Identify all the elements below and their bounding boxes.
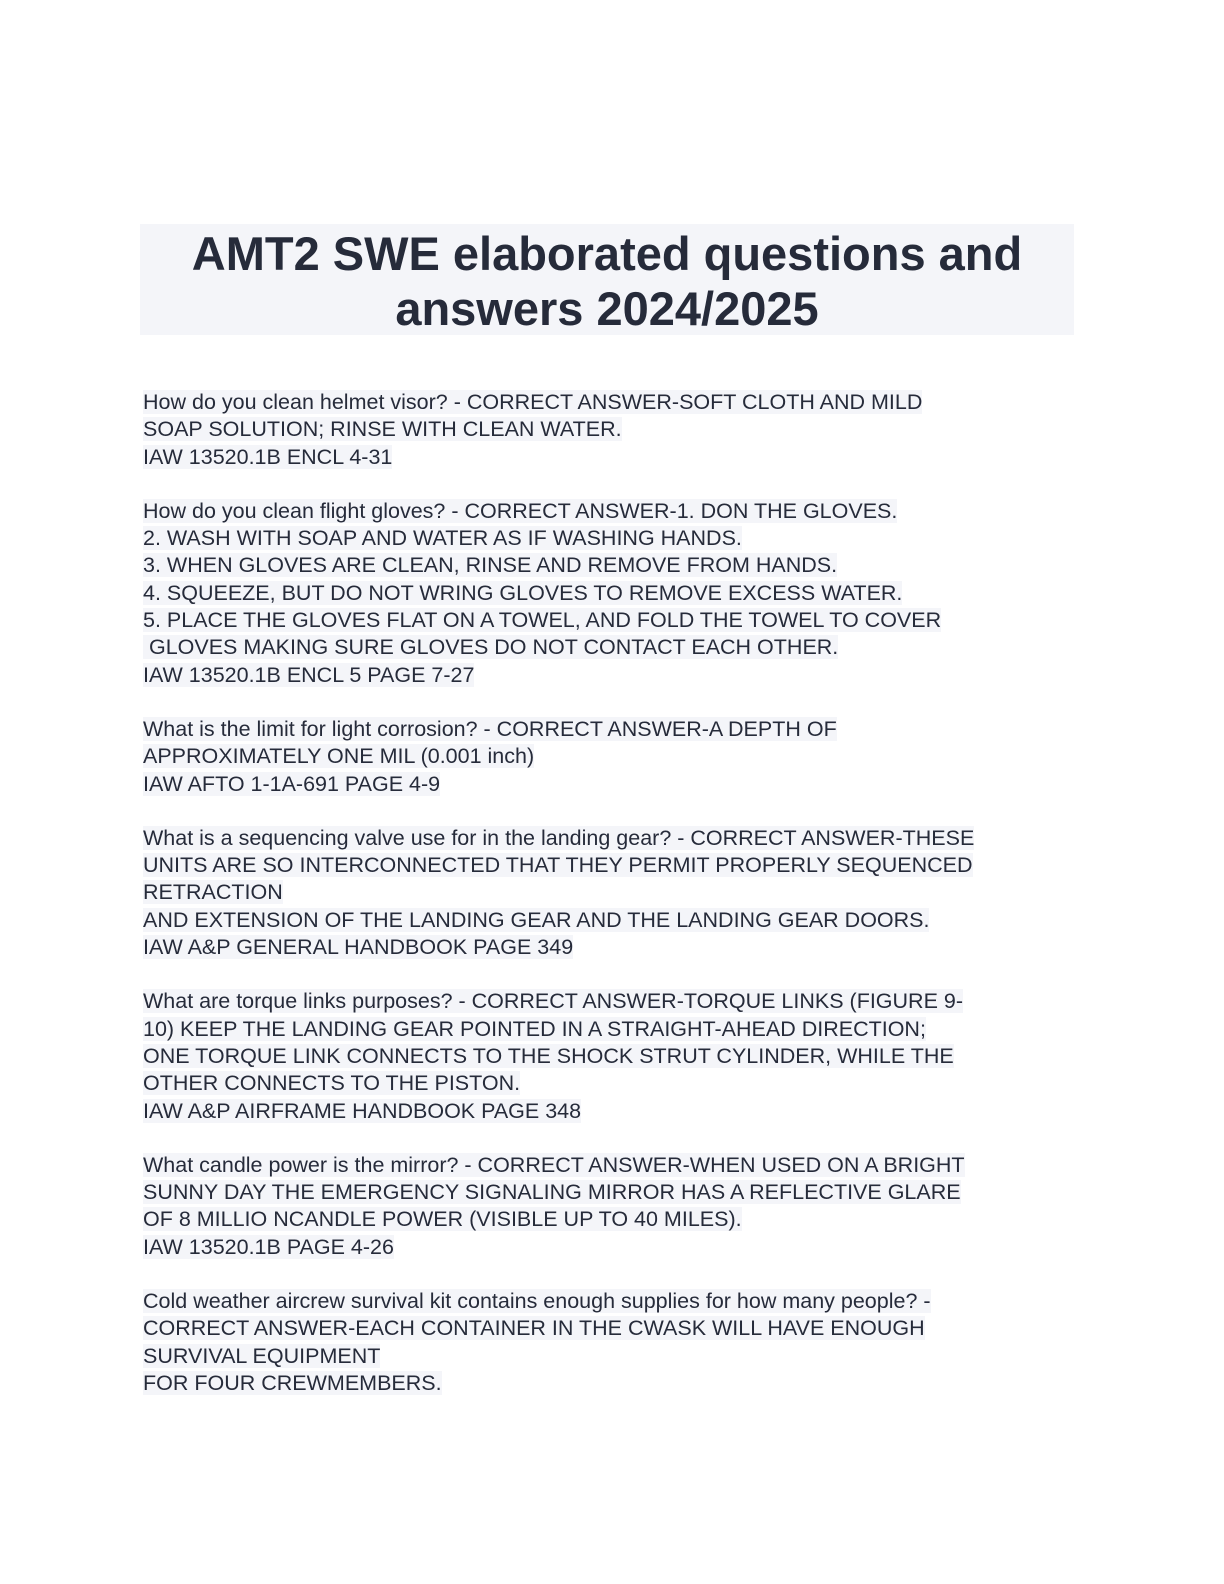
qa-item-helmet-visor bbox=[143, 389, 1083, 471]
qa-line: 3. WHEN GLOVES ARE CLEAN, RINSE AND REMOVE FROM HANDS. bbox=[143, 553, 838, 578]
qa-line: What is a sequencing valve use for in the landing gear? - CORRECT ANSWER-THESE bbox=[143, 825, 975, 850]
qa-line: What is the limit for light corrosion? - CORRECT ANSWER-A DEPTH OF bbox=[143, 716, 837, 741]
qa-line: OF 8 MILLIO NCANDLE POWER (VISIBLE UP TO 40 MILES). bbox=[143, 1207, 742, 1232]
document-title bbox=[140, 224, 1074, 335]
qa-line: 10) KEEP THE LANDING GEAR POINTED IN A STRAIGHT-AHEAD DIRECTION; bbox=[143, 1016, 926, 1041]
qa-line: 2. WASH WITH SOAP AND WATER AS IF WASHING HANDS. bbox=[143, 526, 742, 551]
qa-line: SURVIVAL EQUIPMENT bbox=[143, 1343, 381, 1368]
qa-list bbox=[143, 389, 1083, 1424]
qa-line: ONE TORQUE LINK CONNECTS TO THE SHOCK STRUT CYLINDER, WHILE THE bbox=[143, 1043, 954, 1068]
qa-line: IAW AFTO 1-1A-691 PAGE 4-9 bbox=[143, 771, 441, 796]
qa-item-light-corrosion bbox=[143, 716, 1083, 798]
qa-line: FOR FOUR CREWMEMBERS. bbox=[143, 1370, 442, 1395]
qa-item-survival-kit bbox=[143, 1288, 1083, 1397]
qa-item-torque-links bbox=[143, 988, 1083, 1124]
qa-line: IAW 13520.1B PAGE 4-26 bbox=[143, 1234, 394, 1259]
qa-line: GLOVES MAKING SURE GLOVES DO NOT CONTACT EACH OTHER. bbox=[143, 635, 839, 660]
qa-line: IAW A&P GENERAL HANDBOOK PAGE 349 bbox=[143, 935, 574, 960]
qa-line: APPROXIMATELY ONE MIL (0.001 inch) bbox=[143, 744, 535, 769]
qa-line: AND EXTENSION OF THE LANDING GEAR AND THE LANDING GEAR DOORS. bbox=[143, 907, 930, 932]
qa-line: 4. SQUEEZE, BUT DO NOT WRING GLOVES TO REMOVE EXCESS WATER. bbox=[143, 580, 903, 605]
qa-line: IAW 13520.1B ENCL 4-31 bbox=[143, 444, 393, 469]
qa-line: What candle power is the mirror? - CORRECT ANSWER-WHEN USED ON A BRIGHT bbox=[143, 1152, 965, 1177]
qa-line: 5. PLACE THE GLOVES FLAT ON A TOWEL, AND FOLD THE TOWEL TO COVER bbox=[143, 608, 942, 633]
qa-line: IAW A&P AIRFRAME HANDBOOK PAGE 348 bbox=[143, 1098, 582, 1123]
qa-line: Cold weather aircrew survival kit contains enough supplies for how many people? - bbox=[143, 1289, 931, 1314]
qa-item-candle-power bbox=[143, 1152, 1083, 1261]
qa-line: IAW 13520.1B ENCL 5 PAGE 7-27 bbox=[143, 662, 475, 687]
qa-line: RETRACTION bbox=[143, 880, 283, 905]
qa-line: What are torque links purposes? - CORRECT ANSWER-TORQUE LINKS (FIGURE 9- bbox=[143, 989, 964, 1014]
qa-line: How do you clean helmet visor? - CORRECT ANSWER-SOFT CLOTH AND MILD bbox=[143, 390, 923, 414]
qa-line: UNITS ARE SO INTERCONNECTED THAT THEY PERMIT PROPERLY SEQUENCED bbox=[143, 853, 973, 878]
qa-line: SUNNY DAY THE EMERGENCY SIGNALING MIRROR HAS A REFLECTIVE GLARE bbox=[143, 1180, 961, 1205]
qa-item-flight-gloves bbox=[143, 498, 1083, 689]
qa-line: SOAP SOLUTION; RINSE WITH CLEAN WATER. bbox=[143, 417, 622, 442]
title-line-1: AMT2 SWE elaborated questions and bbox=[191, 227, 1023, 280]
qa-line: OTHER CONNECTS TO THE PISTON. bbox=[143, 1071, 521, 1096]
qa-line: How do you clean flight gloves? - CORRECT ANSWER-1. DON THE GLOVES. bbox=[143, 498, 898, 523]
qa-line: CORRECT ANSWER-EACH CONTAINER IN THE CWASK WILL HAVE ENOUGH bbox=[143, 1316, 925, 1341]
title-line-2: answers 2024/2025 bbox=[395, 282, 819, 335]
qa-item-sequencing-valve bbox=[143, 825, 1083, 961]
